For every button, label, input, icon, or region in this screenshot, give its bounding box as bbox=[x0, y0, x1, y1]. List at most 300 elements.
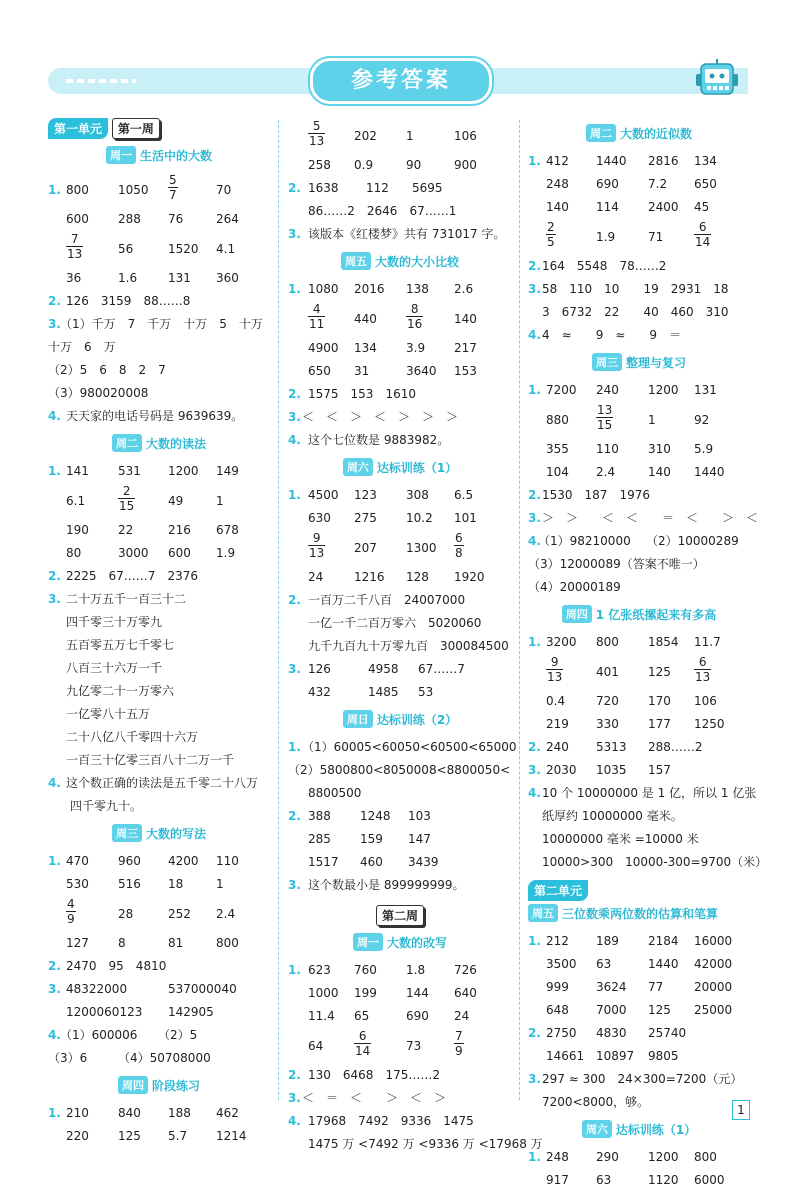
answer: 1 bbox=[648, 413, 656, 427]
question-number: 1. bbox=[48, 854, 61, 868]
answer-row bbox=[528, 196, 750, 219]
answer: ＜ ＝ ＜ ＞ ＜ ＞ bbox=[302, 1091, 447, 1105]
answer: 81 bbox=[168, 936, 184, 950]
question-number: 2. bbox=[288, 593, 301, 607]
answer: 10.2 bbox=[406, 511, 433, 525]
answer: 212 bbox=[546, 934, 569, 948]
answer-row bbox=[48, 955, 270, 978]
answer-row bbox=[288, 828, 512, 851]
answer: （2）5 bbox=[158, 1028, 198, 1042]
answer: 131 bbox=[168, 271, 191, 285]
answer-row bbox=[528, 507, 759, 530]
question-number: 2. bbox=[288, 809, 301, 823]
answer: 3624 bbox=[596, 980, 627, 994]
question-number: 1. bbox=[48, 464, 61, 478]
answer: 140 bbox=[546, 200, 569, 214]
answer-row bbox=[48, 850, 270, 873]
answer: 1485 bbox=[368, 685, 399, 699]
section-title: 三位数乘两位数的估算和笔算 bbox=[562, 906, 719, 921]
answer: 76 bbox=[168, 212, 184, 226]
answer: 10000000 毫米 =10000 米 bbox=[542, 832, 699, 846]
answer: 141 bbox=[66, 464, 89, 478]
answer: 2016 bbox=[354, 282, 385, 296]
answer: 462 bbox=[216, 1106, 239, 1120]
answer: 3439 bbox=[408, 855, 439, 869]
answer: 537000040 bbox=[168, 982, 237, 996]
answer: 1248 bbox=[360, 809, 391, 823]
answer-row bbox=[528, 828, 750, 851]
answer: 460 bbox=[360, 855, 383, 869]
question-number: 3. bbox=[288, 662, 301, 676]
page-title: 参考答案 bbox=[310, 58, 492, 104]
answer: 104 bbox=[546, 465, 569, 479]
answer: 1200 bbox=[648, 1150, 679, 1164]
answer: 144 bbox=[406, 986, 429, 1000]
question-number: 4. bbox=[48, 409, 61, 423]
answer: 天天家的电话号码是 9639639。 bbox=[66, 409, 244, 423]
section-heading bbox=[288, 710, 512, 730]
answer: 一亿一千二百万零六 5020060 bbox=[308, 616, 482, 630]
answer: 2225 67……7 2376 bbox=[66, 569, 198, 583]
answer: 288 bbox=[118, 212, 141, 226]
question-number: 4. bbox=[48, 1028, 61, 1042]
answer-row bbox=[48, 1125, 270, 1148]
answer: 142905 bbox=[168, 1005, 214, 1019]
answer: （1）600006 bbox=[60, 1028, 138, 1042]
answer: 1520 bbox=[168, 242, 199, 256]
day-tag: 周四 bbox=[562, 605, 592, 623]
question-number: 2. bbox=[48, 294, 61, 308]
column-2 bbox=[288, 118, 543, 1156]
answer: 114 bbox=[596, 200, 619, 214]
answer: 1475 万 <7492 万 <9336 万 <17968 万 bbox=[308, 1137, 543, 1151]
fraction bbox=[354, 1029, 371, 1058]
answer: 20000 bbox=[694, 980, 733, 994]
fraction bbox=[546, 655, 563, 684]
answer: 248 bbox=[546, 1150, 569, 1164]
answer-row bbox=[48, 542, 270, 565]
answer-row bbox=[288, 959, 512, 982]
answer: 412 bbox=[546, 154, 569, 168]
answer: 153 bbox=[454, 364, 477, 378]
answer: 126 bbox=[308, 662, 331, 676]
answer: 73 bbox=[406, 1039, 422, 1053]
answer: 275 bbox=[354, 511, 377, 525]
answer: 127 bbox=[66, 936, 89, 950]
answer-row bbox=[288, 530, 512, 566]
answer: 一亿零八十五万 bbox=[66, 707, 151, 721]
question-number: 3. bbox=[528, 282, 541, 296]
answer: 219 bbox=[546, 717, 569, 731]
answer: （2）5 6 8 2 7 bbox=[48, 363, 166, 377]
question-number: 3. bbox=[48, 982, 61, 996]
section-heading bbox=[528, 605, 750, 625]
numerator: 6 bbox=[455, 531, 463, 545]
answer: （1）60005<60050<60500<65000 bbox=[302, 740, 517, 754]
answer: 530 bbox=[66, 877, 89, 891]
answer-row bbox=[48, 795, 270, 818]
answer: 90 bbox=[406, 158, 422, 172]
answer: 4500 bbox=[308, 488, 339, 502]
answer: 726 bbox=[454, 963, 477, 977]
question-number: 1. bbox=[528, 934, 541, 948]
question-number: 3. bbox=[528, 511, 541, 525]
answer: 11.7 bbox=[694, 635, 721, 649]
denominator: 16 bbox=[407, 317, 423, 331]
answer: 210 bbox=[66, 1106, 89, 1120]
answer: 2816 bbox=[648, 154, 679, 168]
answer: 131 bbox=[694, 383, 717, 397]
day-tag: 周三 bbox=[112, 824, 142, 842]
fraction bbox=[694, 655, 711, 684]
numerator: 4 bbox=[67, 897, 75, 911]
answer: 1.6 bbox=[118, 271, 138, 285]
answer-row bbox=[48, 873, 270, 896]
answer-row bbox=[288, 566, 512, 589]
answer: 134 bbox=[354, 341, 377, 355]
day-tag: 周五 bbox=[528, 904, 558, 922]
answer-row bbox=[288, 782, 512, 805]
answer: 432 bbox=[308, 685, 331, 699]
answer: 170 bbox=[648, 694, 671, 708]
answer: 157 bbox=[648, 763, 671, 777]
answer: 1.8 bbox=[406, 963, 426, 977]
answer-row bbox=[48, 460, 270, 483]
answer-row bbox=[48, 657, 270, 680]
answer-row bbox=[528, 1146, 750, 1169]
answer: 7.2 bbox=[648, 177, 668, 191]
answer: 九亿零二十一万零六 bbox=[66, 684, 175, 698]
answer-row bbox=[288, 118, 512, 154]
section-title: 生活中的大数 bbox=[139, 148, 212, 163]
fraction bbox=[308, 302, 325, 331]
answer: 四千零三十万零九 bbox=[66, 615, 163, 629]
answer: 690 bbox=[406, 1009, 429, 1023]
answer: 355 bbox=[546, 442, 569, 456]
answer-row bbox=[528, 173, 750, 196]
answer: 650 bbox=[308, 364, 331, 378]
answer: 1575 153 1610 bbox=[308, 387, 416, 401]
answer: 1.9 bbox=[596, 230, 616, 244]
answer: 65 bbox=[354, 1009, 370, 1023]
numerator: 6 bbox=[694, 655, 711, 670]
answer: 202 bbox=[354, 129, 377, 143]
answer-row bbox=[48, 208, 270, 231]
answer-row bbox=[528, 782, 757, 805]
day-tag: 周五 bbox=[341, 252, 371, 270]
answer-row bbox=[48, 382, 270, 405]
answer: 3500 bbox=[546, 957, 577, 971]
answer: 388 bbox=[308, 809, 331, 823]
answer-row bbox=[528, 1068, 750, 1091]
unit-heading bbox=[48, 118, 270, 140]
day-tag: 周六 bbox=[582, 1120, 612, 1138]
question-number: 3. bbox=[528, 763, 541, 777]
answer-row bbox=[528, 631, 750, 654]
fraction bbox=[168, 173, 178, 202]
question-number: 2. bbox=[48, 569, 61, 583]
numerator: 6 bbox=[354, 1029, 371, 1044]
answer: 17968 7492 9336 1475 bbox=[308, 1114, 474, 1128]
answer-row bbox=[48, 172, 270, 208]
question-number: 2. bbox=[288, 181, 301, 195]
answer: 840 bbox=[118, 1106, 141, 1120]
answer-row bbox=[288, 360, 512, 383]
section-title: 大数的大小比较 bbox=[374, 254, 459, 269]
numerator: 13 bbox=[597, 403, 613, 417]
answer-row bbox=[288, 805, 512, 828]
answer: ＜ ＜ ＞ ＜ ＞ ＞ ＞ bbox=[302, 410, 459, 424]
answer-row bbox=[288, 635, 512, 658]
answer-row bbox=[288, 337, 512, 360]
answer: 9805 bbox=[648, 1049, 679, 1063]
answer: 1200 bbox=[648, 383, 679, 397]
answer: 800 bbox=[216, 936, 239, 950]
answer-row bbox=[528, 1045, 750, 1068]
answer: 516 bbox=[118, 877, 141, 891]
divider-1 bbox=[278, 120, 279, 1100]
question-number: 3. bbox=[288, 410, 301, 424]
answer-row bbox=[48, 359, 270, 382]
answer: 1120 bbox=[648, 1173, 679, 1187]
answer: 880 bbox=[546, 413, 569, 427]
section-heading bbox=[48, 146, 270, 166]
answer-row bbox=[528, 930, 750, 953]
answer: 648 bbox=[546, 1003, 569, 1017]
answer-row bbox=[48, 519, 270, 542]
denominator: 14 bbox=[695, 235, 711, 249]
section-heading bbox=[528, 904, 750, 924]
answer-row bbox=[48, 231, 270, 267]
answer: 3200 bbox=[546, 635, 577, 649]
numerator: 5 bbox=[169, 173, 177, 187]
answer-row bbox=[288, 982, 512, 1005]
answer: 4900 bbox=[308, 341, 339, 355]
answer-row bbox=[528, 150, 750, 173]
answer: 十万 6 万 bbox=[48, 340, 116, 354]
section-title: 达标训练（1） bbox=[615, 1122, 697, 1137]
answer-row bbox=[48, 978, 270, 1001]
answer: 290 bbox=[596, 1150, 619, 1164]
answer: 7200 bbox=[546, 383, 577, 397]
question-number: 3. bbox=[528, 1072, 541, 1086]
answer: 4200 bbox=[168, 854, 199, 868]
answer: 112 bbox=[366, 181, 389, 195]
answer-row bbox=[288, 177, 512, 200]
section-title: 整理与复习 bbox=[625, 355, 686, 370]
question-number: 1. bbox=[528, 154, 541, 168]
week-badge: 第一周 bbox=[112, 118, 160, 139]
answer-row bbox=[48, 588, 270, 611]
answer: 4958 bbox=[368, 662, 399, 676]
answer: 2400 bbox=[648, 200, 679, 214]
answer: 25740 bbox=[648, 1026, 687, 1040]
fraction bbox=[66, 232, 83, 261]
answer: 190 bbox=[66, 523, 89, 537]
answer: 1300 bbox=[406, 541, 437, 555]
answer: 199 bbox=[354, 986, 377, 1000]
numerator: 7 bbox=[66, 232, 83, 247]
answer: （4）20000189 bbox=[528, 580, 621, 594]
numerator: 5 bbox=[308, 119, 325, 134]
answer-row bbox=[48, 1024, 270, 1047]
answer: 288……2 bbox=[648, 740, 703, 754]
column-3 bbox=[528, 118, 768, 1192]
answer: 8800500 bbox=[308, 786, 362, 800]
answer: 164 5548 78……2 bbox=[542, 259, 667, 273]
answer: 5.7 bbox=[168, 1129, 188, 1143]
answer: 630 bbox=[308, 511, 331, 525]
answer: 4 ≈ 9 ≈ 9 ＝ bbox=[542, 328, 682, 342]
denominator: 9 bbox=[455, 1044, 463, 1058]
unit-heading bbox=[528, 880, 750, 902]
section-heading bbox=[528, 353, 750, 373]
answer: 800 bbox=[694, 1150, 717, 1164]
divider-2 bbox=[519, 120, 520, 1100]
answer: 8 bbox=[118, 936, 126, 950]
answer: 103 bbox=[408, 809, 431, 823]
answer: 2184 bbox=[648, 934, 679, 948]
answer: 1440 bbox=[648, 957, 679, 971]
answer: 0.9 bbox=[354, 158, 374, 172]
answer: 2.4 bbox=[216, 907, 236, 921]
answer: 这个数最小是 899999999。 bbox=[308, 878, 465, 892]
answer: 71 bbox=[648, 230, 664, 244]
answer-row bbox=[48, 611, 270, 634]
answer-row bbox=[48, 405, 270, 428]
answer: 22 bbox=[118, 523, 134, 537]
numerator: 8 bbox=[406, 302, 423, 317]
denominator: 9 bbox=[67, 912, 75, 926]
answer-row bbox=[288, 1133, 543, 1156]
question-number: 2. bbox=[528, 488, 541, 502]
answer-row bbox=[528, 379, 750, 402]
section-title: 达标训练（1） bbox=[376, 460, 458, 475]
answer: 九千九百九十万零九百 300084500 bbox=[308, 639, 509, 653]
question-number: 1. bbox=[528, 635, 541, 649]
question-number: 1. bbox=[288, 488, 301, 502]
answer-row bbox=[528, 255, 750, 278]
answer: 3.9 bbox=[406, 341, 426, 355]
answer: 4.1 bbox=[216, 242, 236, 256]
answer: 252 bbox=[168, 907, 191, 921]
answer-row bbox=[288, 301, 512, 337]
numerator: 7 bbox=[455, 1029, 463, 1043]
answer: 1050 bbox=[118, 183, 149, 197]
answer: 240 bbox=[596, 383, 619, 397]
question-number: 3. bbox=[288, 878, 301, 892]
answer: 四千零九十。 bbox=[70, 799, 143, 813]
answer: 220 bbox=[66, 1129, 89, 1143]
answer-row bbox=[528, 576, 750, 599]
answer-row bbox=[48, 1001, 270, 1024]
answer: （3）6 bbox=[48, 1051, 88, 1065]
answer: 531 bbox=[118, 464, 141, 478]
question-number: 1. bbox=[288, 282, 301, 296]
answer: 1200060123 bbox=[66, 1005, 143, 1019]
answer: 18 bbox=[168, 877, 184, 891]
answer: 248 bbox=[546, 177, 569, 191]
fraction bbox=[694, 220, 711, 249]
answer: 2030 bbox=[546, 763, 577, 777]
answer-row bbox=[48, 749, 270, 772]
answer: 1 bbox=[406, 129, 414, 143]
answer: 149 bbox=[216, 464, 239, 478]
answer: 该版本《红楼梦》共有 731017 字。 bbox=[308, 227, 506, 241]
answer: 123 bbox=[354, 488, 377, 502]
fraction bbox=[454, 1029, 464, 1058]
question-number: 1. bbox=[528, 383, 541, 397]
question-number: 4. bbox=[288, 1114, 301, 1128]
answer-row bbox=[288, 154, 512, 177]
section-heading bbox=[48, 824, 270, 844]
denominator: 11 bbox=[309, 317, 325, 331]
answer: 1080 bbox=[308, 282, 339, 296]
answer: 600 bbox=[168, 546, 191, 560]
answer-row bbox=[528, 805, 750, 828]
answer-row bbox=[288, 429, 512, 452]
answer-row bbox=[528, 976, 750, 999]
section-title: 大数的读法 bbox=[145, 436, 206, 451]
answer: 999 bbox=[546, 980, 569, 994]
answer-row bbox=[48, 1102, 270, 1125]
answer-row bbox=[48, 703, 270, 726]
numerator: 2 bbox=[118, 484, 135, 499]
fraction bbox=[454, 531, 464, 560]
answer: 960 bbox=[118, 854, 141, 868]
answer: 92 bbox=[694, 413, 710, 427]
section-title: 1 亿张纸摞起来有多高 bbox=[595, 607, 717, 622]
answer: 110 bbox=[216, 854, 239, 868]
answer: 36 bbox=[66, 271, 82, 285]
answer-row bbox=[288, 589, 512, 612]
answer: 49 bbox=[168, 494, 184, 508]
section-title: 大数的改写 bbox=[386, 935, 447, 950]
answer: 3 6732 22 40 460 310 bbox=[542, 305, 729, 319]
answer: 760 bbox=[354, 963, 377, 977]
answer: 70 bbox=[216, 183, 232, 197]
answer-row bbox=[288, 1087, 512, 1110]
answer-row bbox=[528, 278, 750, 301]
day-tag: 周二 bbox=[112, 434, 142, 452]
answer: 1440 bbox=[694, 465, 725, 479]
fraction bbox=[546, 220, 556, 249]
denominator: 13 bbox=[547, 670, 563, 684]
question-number: 2. bbox=[288, 1068, 301, 1082]
denominator: 13 bbox=[309, 546, 325, 560]
question-number: 2. bbox=[48, 959, 61, 973]
answer: 这个七位数是 9883982。 bbox=[308, 433, 450, 447]
answer: 177 bbox=[648, 717, 671, 731]
fraction bbox=[66, 897, 76, 926]
question-number: 4. bbox=[528, 328, 541, 342]
answer: 5313 bbox=[596, 740, 627, 754]
column-1 bbox=[48, 118, 270, 1148]
denominator: 13 bbox=[309, 134, 325, 148]
week-heading bbox=[288, 905, 512, 927]
answer-row bbox=[48, 772, 270, 795]
answer-row bbox=[48, 483, 270, 519]
answer-row bbox=[288, 851, 512, 874]
answer: 690 bbox=[596, 177, 619, 191]
answer: 297 ≈ 300 24×300=7200（元） bbox=[542, 1072, 743, 1086]
answer: 126 3159 88……8 bbox=[66, 294, 191, 308]
unit-badge: 第一单元 bbox=[48, 118, 108, 139]
answer: 188 bbox=[168, 1106, 191, 1120]
answer: 5.9 bbox=[694, 442, 714, 456]
answer: 10000>300 10000-300=9700（米） bbox=[542, 855, 768, 869]
answer-row bbox=[528, 438, 750, 461]
